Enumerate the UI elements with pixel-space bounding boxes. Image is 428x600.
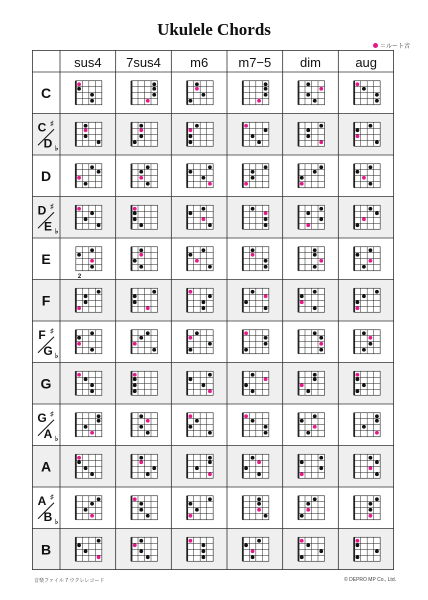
fretboard-diagram [354,164,380,188]
fretboard-diagram [187,454,213,478]
fretboard-diagram [187,288,213,312]
legend [373,41,410,50]
fretboard-diagram [76,413,102,437]
fretboard-diagram [299,288,325,312]
svg-text:♭: ♭ [55,435,59,443]
chord-type-header: aug [355,55,378,70]
row-label: A [40,458,52,475]
fretboard-diagram [76,81,102,105]
chord-type-header: m7−5 [238,55,272,70]
fretboard-diagram [299,122,325,146]
fretboard-diagram [354,371,380,395]
fretboard-diagram [76,330,102,354]
fretboard-diagram [76,496,102,520]
fretboard-diagram [243,454,269,478]
fretboard-diagram [299,330,325,354]
fretboard-diagram [243,288,269,312]
fretboard-diagram [132,537,158,561]
fretboard-diagram [243,371,269,395]
fretboard-diagram [299,537,325,561]
fretboard-diagram [187,371,213,395]
fretboard-diagram [354,413,380,437]
svg-text:2: 2 [77,273,82,280]
row-label [38,494,59,526]
svg-text:B: B [43,509,53,524]
row-label [38,328,58,360]
fretboard-diagram [187,247,213,271]
fretboard-diagram [299,454,325,478]
row-label: G [40,375,52,392]
chord-type-header: sus4 [74,55,102,70]
fretboard-diagram [243,413,269,437]
svg-text:G: G [43,343,53,358]
fretboard-diagram [354,205,380,229]
svg-text:A: A [37,493,47,508]
svg-text:D: D [43,136,53,151]
fretboard-diagram [132,371,158,395]
fretboard-diagram [243,205,269,229]
fretboard-diagram [187,205,213,229]
svg-text:♭: ♭ [55,352,59,360]
fretboard-diagram [132,81,158,105]
fretboard-diagram [354,288,380,312]
fretboard-diagram [187,496,213,520]
fretboard-diagram [132,496,158,520]
fretboard-diagram [354,537,380,561]
fretboard-diagram [243,122,269,146]
fretboard-diagram [354,81,380,105]
fretboard-diagram [243,330,269,354]
svg-text:♭: ♭ [55,518,59,526]
fretboard-diagram [299,413,325,437]
fretboard-diagram [187,537,213,561]
fretboard-diagram [243,496,269,520]
fretboard-diagram [187,413,213,437]
root-note-dot-icon [373,43,378,48]
chord-grid-svg [32,50,394,570]
row-label: E [41,250,51,267]
svg-text:♯: ♯ [50,327,54,335]
fretboard-diagram [354,454,380,478]
page-title: Ukulele Chords [157,20,271,39]
fretboard-diagram [76,247,102,280]
fretboard-diagram [76,122,102,146]
fretboard-diagram [243,247,269,271]
svg-text:♯: ♯ [50,410,54,418]
fretboard-diagram [243,164,269,188]
fretboard-diagram [299,164,325,188]
fretboard-diagram [132,454,158,478]
fretboard-diagram [299,81,325,105]
fretboard-diagram [299,496,325,520]
row-label: C [40,84,52,101]
fretboard-diagram [354,122,380,146]
svg-text:♯: ♯ [50,493,54,501]
fretboard-diagram [299,205,325,229]
fretboard-diagram [76,288,102,312]
svg-text:♭: ♭ [55,145,59,153]
svg-text:D: D [37,203,47,218]
svg-text:G: G [37,410,47,425]
row-label: D [40,167,52,184]
row-label: F [41,292,51,309]
fretboard-diagram [76,205,102,229]
fretboard-diagram [76,454,102,478]
chord-type-header: 7sus4 [126,55,161,70]
chord-type-header: dim [300,55,321,70]
fretboard-diagram [132,205,158,229]
fretboard-diagram [354,496,380,520]
fretboard-diagram [187,164,213,188]
footer-copyright: © DEPRO MP Co., Ltd. [344,577,396,583]
fretboard-diagram [354,247,380,271]
fretboard-diagram [132,413,158,437]
svg-text:♯: ♯ [50,203,54,211]
fretboard-diagram [132,122,158,146]
fretboard-diagram [354,330,380,354]
fretboard-diagram [187,330,213,354]
fretboard-diagram [76,537,102,561]
fretboard-diagram [132,164,158,188]
fretboard-diagram [187,122,213,146]
fretboard-diagram [76,164,102,188]
fretboard-diagram [243,81,269,105]
fretboard-diagram [132,288,158,312]
svg-text:C: C [37,120,47,135]
chord-chart-table [32,50,394,570]
fretboard-diagram [243,537,269,561]
chord-type-header: m6 [190,55,209,70]
svg-text:F: F [38,327,46,342]
fretboard-diagram [299,247,325,271]
fretboard-diagram [299,371,325,395]
svg-text:A: A [43,426,53,441]
legend-label: ＝ルート音 [379,44,410,50]
svg-text:♯: ♯ [50,120,54,128]
fretboard-diagram [187,81,213,105]
fretboard-diagram [76,371,102,395]
svg-text:♭: ♭ [55,228,59,236]
fretboard-diagram [132,330,158,354]
fretboard-diagram [132,247,158,271]
svg-text:E: E [43,219,53,234]
row-label: B [40,541,52,558]
footer-caption: 音楽ファイル 7 ウクレレコード [34,578,105,584]
row-label [37,411,58,443]
